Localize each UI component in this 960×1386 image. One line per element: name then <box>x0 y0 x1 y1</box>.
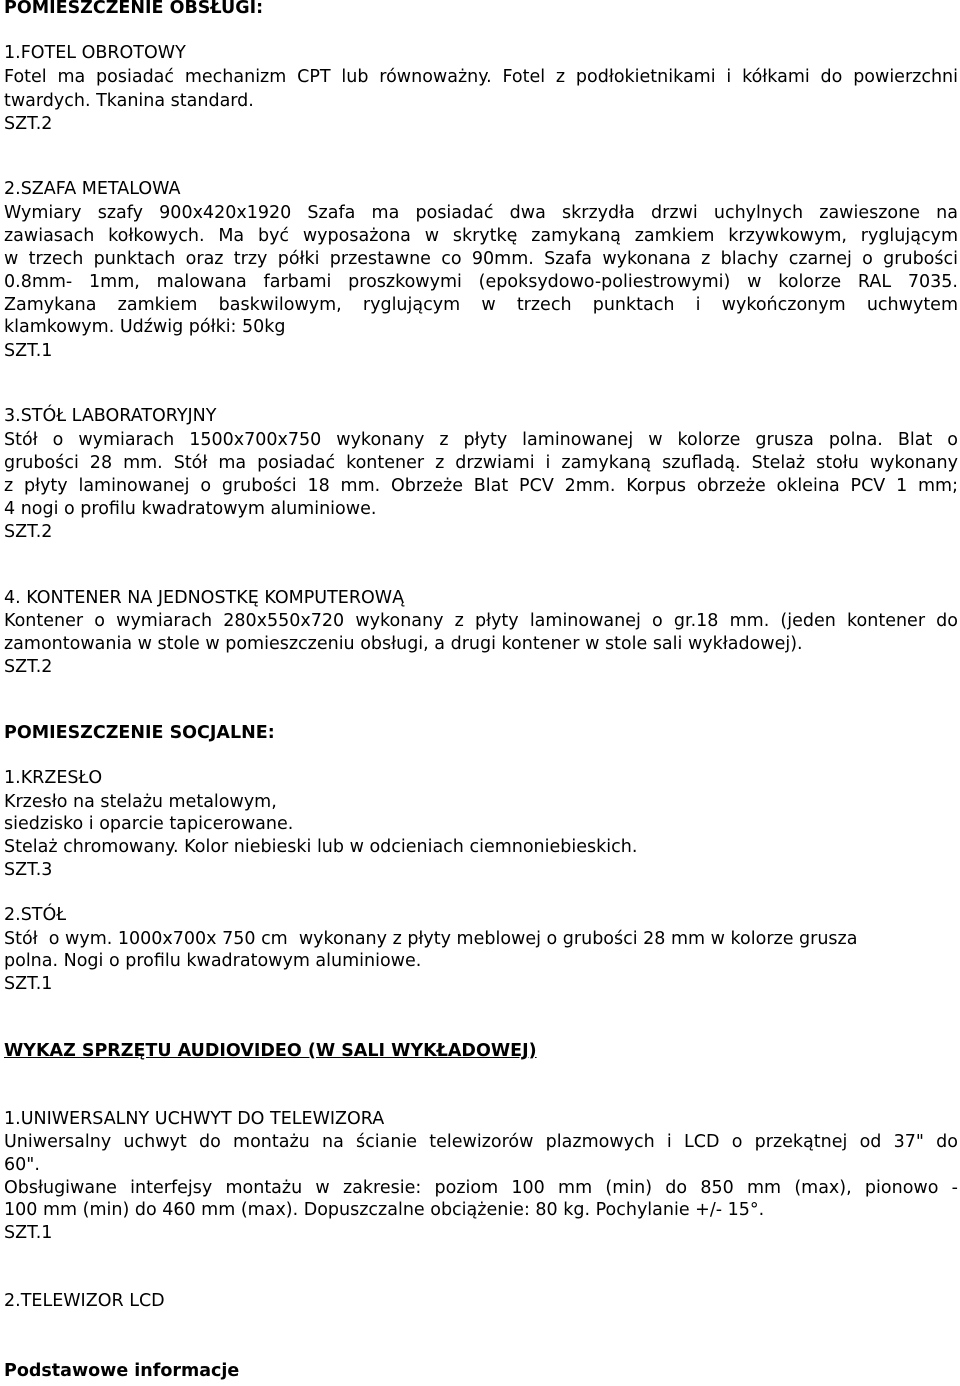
paragraph-line: 4 nogi o profilu kwadratowym aluminiowe. <box>4 499 377 519</box>
quantity-label: SZT.2 <box>4 114 53 134</box>
paragraph-line: Stół o wym. 1000x700x 750 cm wykonany z płyty meblowej o grubości 28 mm w kolorze grusza <box>4 929 858 949</box>
paragraph-line: 0.8mm- 1mm, malowana farbami proszkowymi (epoksydowo-poliestrowymi) w kolorze RAL 7035. <box>4 272 958 292</box>
quantity-label: SZT.2 <box>4 522 53 542</box>
paragraph-line: Uniwersalny uchwyt do montażu na ścianie telewizorów plazmowych i LCD o przekątnej od 37" do <box>4 1132 958 1152</box>
quantity-label: SZT.3 <box>4 860 53 880</box>
item-title-lcd-tv: 2.TELEWIZOR LCD <box>4 1291 165 1311</box>
paragraph-line: zamontowania w stole w pomieszczeniu obsługi, a drugi kontener w stole sali wykładowej). <box>4 634 803 654</box>
section-heading-service-room: POMIESZCZENIE OBSŁUGI: <box>4 0 264 18</box>
item-title-chair: 1.KRZESŁO <box>4 768 103 788</box>
paragraph-line: klamkowym. Udźwig półki: 50kg <box>4 317 286 337</box>
item-title-table: 2.STÓŁ <box>4 905 67 925</box>
paragraph-line: Obsługiwane interfejsy montażu w zakresie: poziom 100 mm (min) do 850 mm (max), pionowo - <box>4 1178 958 1198</box>
paragraph-line: Wymiary szafy 900x420x1920 Szafa ma posiadać dwa skrzydła drzwi uchylnych zawieszone na <box>4 203 958 223</box>
item-title-tv-mount: 1.UNIWERSALNY UCHWYT DO TELEWIZORA <box>4 1109 385 1129</box>
quantity-label: SZT.1 <box>4 1223 53 1243</box>
paragraph-line: 60". <box>4 1155 40 1175</box>
paragraph-line: Zamykana zamkiem baskwilowym, ryglującym w trzech punktach i wykończonym uchwytem <box>4 295 958 315</box>
paragraph-line: twardych. Tkanina standard. <box>4 91 254 111</box>
item-title-swivel-chair: 1.FOTEL OBROTOWY <box>4 43 186 63</box>
paragraph-line: 100 mm (min) do 460 mm (max). Dopuszczalne obciążenie: 80 kg. Pochylanie +/- 15°. <box>4 1200 765 1220</box>
paragraph-line: siedzisko i oparcie tapicerowane. <box>4 814 294 834</box>
paragraph-line: Stół o wymiarach 1500x700x750 wykonany z płyty laminowanej w kolorze grusza polna. Blat o <box>4 430 958 450</box>
paragraph-line: polna. Nogi o profilu kwadratowym aluminiowe. <box>4 951 422 971</box>
subheading-basic-info: Podstawowe informacje <box>4 1361 240 1381</box>
paragraph-line: z płyty laminowanej o grubości 18 mm. Obrzeże Blat PCV 2mm. Korpus obrzeże okleina PCV 1 mm; <box>4 476 958 496</box>
quantity-label: SZT.1 <box>4 974 53 994</box>
paragraph-line: zawiasach kołkowych. Ma być wyposażona w skrytkę zamykaną zamkiem krzywkowym, ryglującym <box>4 226 958 246</box>
item-title-computer-container: 4. KONTENER NA JEDNOSTKĘ KOMPUTEROWĄ <box>4 588 405 608</box>
quantity-label: SZT.2 <box>4 657 53 677</box>
item-title-lab-table: 3.STÓŁ LABORATORYJNY <box>4 406 217 426</box>
section-heading-audiovideo: WYKAZ SPRZĘTU AUDIOVIDEO (W SALI WYKŁADOWEJ) <box>4 1041 537 1061</box>
paragraph-line: Kontener o wymiarach 280x550x720 wykonany z płyty laminowanej o gr.18 mm. (jeden kontener do <box>4 611 958 631</box>
paragraph-line: grubości 28 mm. Stół ma posiadać kontener z drzwiami i zamykaną szufladą. Stelaż stołu wykonany <box>4 453 958 473</box>
paragraph-line: w trzech punktach oraz trzy półki przestawne co 90mm. Szafa wykonana z blachy czarnej o grubości <box>4 249 958 269</box>
quantity-label: SZT.1 <box>4 341 53 361</box>
item-title-metal-cabinet: 2.SZAFA METALOWA <box>4 179 181 199</box>
paragraph-line: Krzesło na stelażu metalowym, <box>4 792 277 812</box>
paragraph-line: Fotel ma posiadać mechanizm CPT lub równoważny. Fotel z podłokietnikami i kółkami do powierzchni <box>4 67 958 87</box>
section-heading-social-room: POMIESZCZENIE SOCJALNE: <box>4 723 275 743</box>
paragraph-line: Stelaż chromowany. Kolor niebieski lub w odcieniach ciemnoniebieskich. <box>4 837 638 857</box>
